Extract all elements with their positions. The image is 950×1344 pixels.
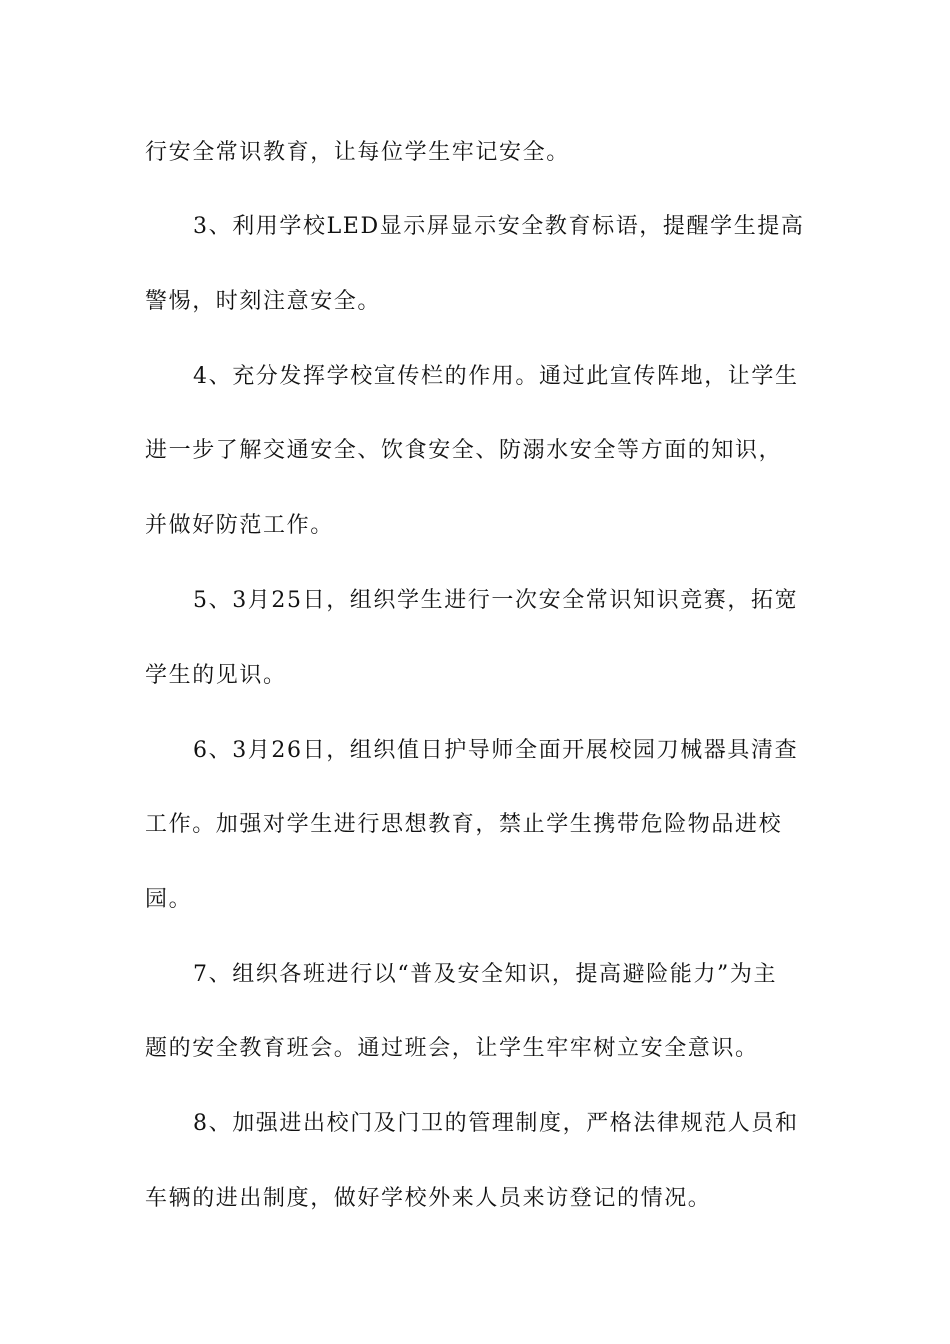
paragraph-line: 7、组织各班进行以“普及安全知识，提高避险能力”为主 <box>193 962 778 987</box>
paragraph-line: 车辆的进出制度，做好学校外来人员来访登记的情况。 <box>145 1186 712 1211</box>
paragraph-line: 工作。加强对学生进行思想教育，禁止学生携带危险物品进校 <box>145 812 783 837</box>
paragraph-line: 警惕，时刻注意安全。 <box>145 289 382 314</box>
paragraph-line: 8、加强进出校门及门卫的管理制度，严格法律规范人员和 <box>193 1111 799 1136</box>
paragraph-line: 学生的见识。 <box>145 663 287 688</box>
paragraph-line: 并做好防范工作。 <box>145 513 334 538</box>
paragraph-line: 园。 <box>145 887 193 912</box>
paragraph-line: 行安全常识教育，让每位学生牢记安全。 <box>145 140 570 165</box>
paragraph-line: 3、利用学校LED显示屏显示安全教育标语，提醒学生提高 <box>193 214 805 239</box>
paragraph-line: 4、充分发挥学校宣传栏的作用。通过此宣传阵地，让学生 <box>193 364 799 389</box>
paragraph-line: 5、3月25日，组织学生进行一次安全常识知识竞赛，拓宽 <box>193 588 799 613</box>
paragraph-line: 题的安全教育班会。通过班会，让学生牢牢树立安全意识。 <box>145 1036 759 1061</box>
paragraph-line: 6、3月26日，组织值日护导师全面开展校园刀械器具清查 <box>193 738 799 763</box>
paragraph-line: 进一步了解交通安全、饮食安全、防溺水安全等方面的知识， <box>145 438 783 463</box>
